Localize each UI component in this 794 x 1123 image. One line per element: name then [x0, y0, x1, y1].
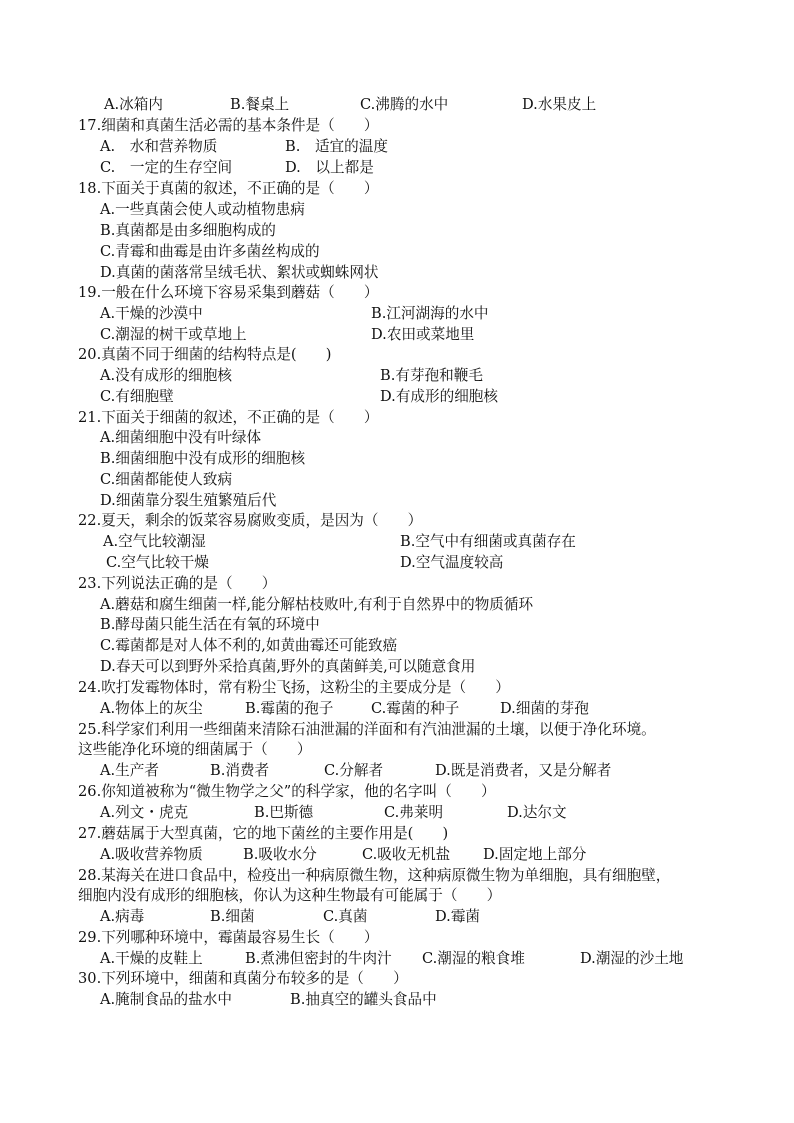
- q27-option-a: A.吸收营养物质: [100, 846, 203, 863]
- q22-option-b: B.空气中有细菌或真菌存在: [400, 533, 576, 550]
- q25-option-c: C.分解者: [324, 762, 384, 779]
- q25-option-d: D.既是消费者，又是分解者: [435, 762, 612, 779]
- q28-option-b: B.细菌: [210, 908, 255, 925]
- q25-option-b: B.消费者: [210, 762, 270, 779]
- q23-option-c: C.霉菌都是对人体不利的,如黄曲霉还可能致癌: [100, 637, 398, 654]
- q17-option-d: D. 以上都是: [285, 159, 374, 176]
- q27-option-d: D.固定地上部分: [483, 846, 587, 863]
- q26-option-a: A.列文・虎克: [100, 804, 189, 821]
- q24-option-a: A.物体上的灰尘: [100, 700, 203, 717]
- q19-option-b: B.江河湖海的水中: [371, 305, 489, 322]
- q29-option-d: D.潮湿的沙土地: [580, 950, 684, 967]
- q19-stem: 19.一般在什么环境下容易采集到蘑菇（ ）: [78, 284, 379, 301]
- q20-option-b: B.有芽孢和鞭毛: [380, 367, 483, 384]
- q19-option-c: C.潮湿的树干或草地上: [100, 326, 247, 343]
- q18-option-a: A.一些真菌会使人或动植物患病: [100, 201, 305, 218]
- q21-option-c: C.细菌都能使人致病: [100, 471, 233, 488]
- q17-option-a: A. 水和营养物质: [100, 138, 218, 155]
- q18-option-d: D.真菌的菌落常呈绒毛状、絮状或蜘蛛网状: [100, 264, 379, 281]
- q16-option-d: D.水果皮上: [522, 96, 597, 113]
- q24-option-d: D.细菌的芽孢: [500, 700, 589, 717]
- q19-option-d: D.农田或菜地里: [371, 326, 475, 343]
- q18-option-c: C.青霉和曲霉是由许多菌丝构成的: [100, 243, 320, 260]
- q26-option-d: D.达尔文: [507, 804, 567, 821]
- q28-stem-line2: 细胞内没有成形的细胞核，你认为这种生物最有可能属于（ ）: [78, 887, 502, 904]
- q21-stem: 21.下面关于细菌的叙述，不正确的是（ ）: [78, 409, 379, 426]
- q27-stem: 27.蘑菇属于大型真菌，它的地下菌丝的主要作用是( ): [78, 825, 449, 842]
- q29-option-c: C.潮湿的粮食堆: [422, 950, 525, 967]
- q30-stem: 30.下列环境中，细菌和真菌分布较多的是（ ）: [78, 970, 408, 987]
- q29-stem: 29.下列哪种环境中，霉菌最容易生长（ ）: [78, 929, 379, 946]
- q27-option-b: B.吸收水分: [243, 846, 317, 863]
- q28-option-d: D.霉菌: [435, 908, 481, 925]
- q29-option-a: A.干燥的皮鞋上: [100, 950, 203, 967]
- q21-option-d: D.细菌靠分裂生殖繁殖后代: [100, 492, 277, 509]
- q24-stem: 24.吹打发霉物体时，常有粉尘飞扬，这粉尘的主要成分是（ ）: [78, 679, 510, 696]
- q29-option-b: B.煮沸但密封的牛肉汁: [245, 950, 392, 967]
- q23-option-b: B.酵母菌只能生活在有氧的环境中: [100, 616, 320, 633]
- q18-stem: 18.下面关于真菌的叙述，不正确的是（ ）: [78, 180, 379, 197]
- q22-stem: 22.夏天，剩余的饭菜容易腐败变质，是因为（ ）: [78, 512, 423, 529]
- q26-stem: 26.你知道被称为“微生物学之父”的科学家，他的名字叫（ ）: [78, 783, 496, 800]
- q25-option-a: A.生产者: [100, 762, 159, 779]
- q23-option-d: D.春天可以到野外采拾真菌,野外的真菌鲜美,可以随意食用: [100, 658, 476, 675]
- q22-option-a: A.空气比较潮湿: [103, 533, 206, 550]
- q21-option-a: A.细菌细胞中没有叶绿体: [100, 429, 262, 446]
- q24-option-c: C.霉菌的种子: [371, 700, 460, 717]
- q23-stem: 23.下列说法正确的是（ ）: [78, 575, 277, 592]
- q27-option-c: C.吸收无机盐: [362, 846, 451, 863]
- q16-option-a: A.冰箱内: [104, 96, 163, 113]
- q26-option-b: B.巴斯德: [254, 804, 314, 821]
- q28-option-a: A.病毒: [100, 908, 145, 925]
- q17-option-c: C. 一定的生存空间: [100, 159, 233, 176]
- q30-option-a: A.腌制食品的盐水中: [100, 991, 232, 1008]
- q17-stem: 17.细菌和真菌生活必需的基本条件是（ ）: [78, 117, 379, 134]
- q28-stem-line1: 28.某海关在进口食品中，检疫出一种病原微生物，这种病原微生物为单细胞，具有细胞壁，: [78, 867, 671, 884]
- q16-option-b: B.餐桌上: [230, 96, 290, 113]
- q20-stem: 20.真菌不同于细菌的结构特点是( ): [78, 346, 332, 363]
- q21-option-b: B.细菌细胞中没有成形的细胞核: [100, 450, 306, 467]
- q28-option-c: C.真菌: [323, 908, 368, 925]
- q25-stem-line1: 25.科学家们利用一些细菌来清除石油泄漏的洋面和有汽油泄漏的土壤，以便于净化环境。: [78, 721, 656, 738]
- q18-option-b: B.真菌都是由多细胞构成的: [100, 222, 276, 239]
- q20-option-c: C.有细胞壁: [100, 388, 174, 405]
- q30-option-b: B.抽真空的罐头食品中: [290, 991, 437, 1008]
- q22-option-c: C.空气比较干燥: [106, 554, 209, 571]
- q19-option-a: A.干燥的沙漠中: [100, 305, 203, 322]
- q25-stem-line2: 这些能净化环境的细菌属于（ ）: [78, 741, 312, 758]
- q20-option-d: D.有成形的细胞核: [380, 388, 498, 405]
- q24-option-b: B.霉菌的孢子: [245, 700, 334, 717]
- q26-option-c: C.弗莱明: [384, 804, 444, 821]
- q16-option-c: C.沸腾的水中: [360, 96, 449, 113]
- q23-option-a: A.蘑菇和腐生细菌一样,能分解枯枝败叶,有利于自然界中的物质循环: [100, 596, 534, 613]
- q20-option-a: A.没有成形的细胞核: [100, 367, 232, 384]
- q22-option-d: D.空气温度较高: [400, 554, 504, 571]
- q17-option-b: B. 适宜的温度: [285, 138, 388, 155]
